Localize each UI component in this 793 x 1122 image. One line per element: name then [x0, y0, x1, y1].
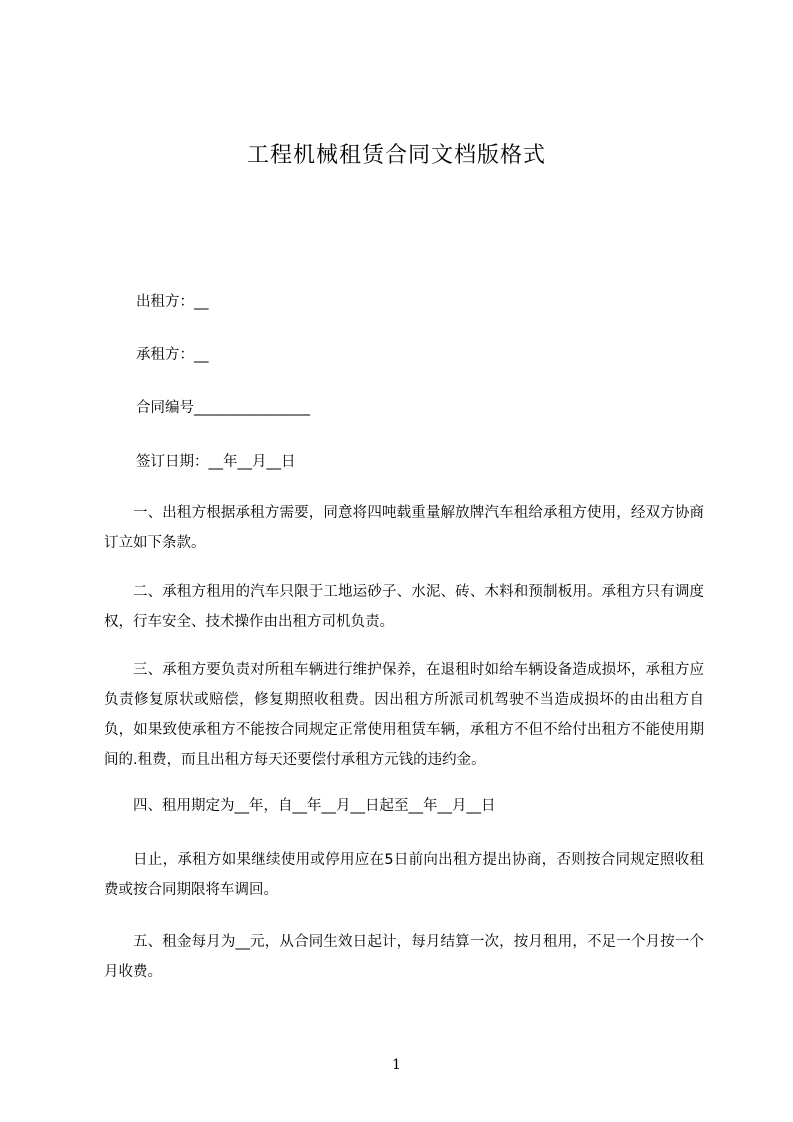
- lessor-field: 出租方：__: [136, 294, 209, 310]
- signing-date-field: 签订日期：__年__月__日: [136, 454, 296, 470]
- clause-3: 三、承租方要负责对所租车辆进行维护保养，在退租时如给车辆设备造成损坏，承租方应负责修复原状或赔偿，修复期照收租费。因出租方所派司机驾驶不当造成损坏的由出租方自负，如果致使承租方不能按合同规定正常使用租赁车辆，承租方不但不给付出租方不能使用期间的.租费，而且出租方每天还要偿付承租方元钱的违约金。: [104, 662, 704, 768]
- lessee-field: 承租方：__: [136, 347, 209, 363]
- clause-4-continued: 日止，承租方如果继续使用或停用应在5日前向出租方提出协商，否则按合同规定照收租费或按合同期限将车调回。: [104, 852, 704, 898]
- clause-1: 一、出租方根据承租方需要，同意将四吨载重量解放牌汽车租给承租方使用，经双方协商订立如下条款。: [104, 505, 704, 551]
- page-number: 1: [392, 1057, 401, 1073]
- clause-5: 五、租金每月为__元，从合同生效日起计，每月结算一次，按月租用，不足一个月按一个月收费。: [104, 934, 704, 980]
- document-title: 工程机械租赁合同文档版格式: [246, 143, 546, 168]
- clause-2: 二、承租方租用的汽车只限于工地运砂子、水泥、砖、木料和预制板用。承租方只有调度权，行车安全、技术操作由出租方司机负责。: [104, 584, 704, 630]
- contract-number-field: 合同编号________________: [136, 400, 310, 416]
- clause-4: 四、租用期定为__年，自__年__月__日起至__年__月__日: [133, 798, 496, 814]
